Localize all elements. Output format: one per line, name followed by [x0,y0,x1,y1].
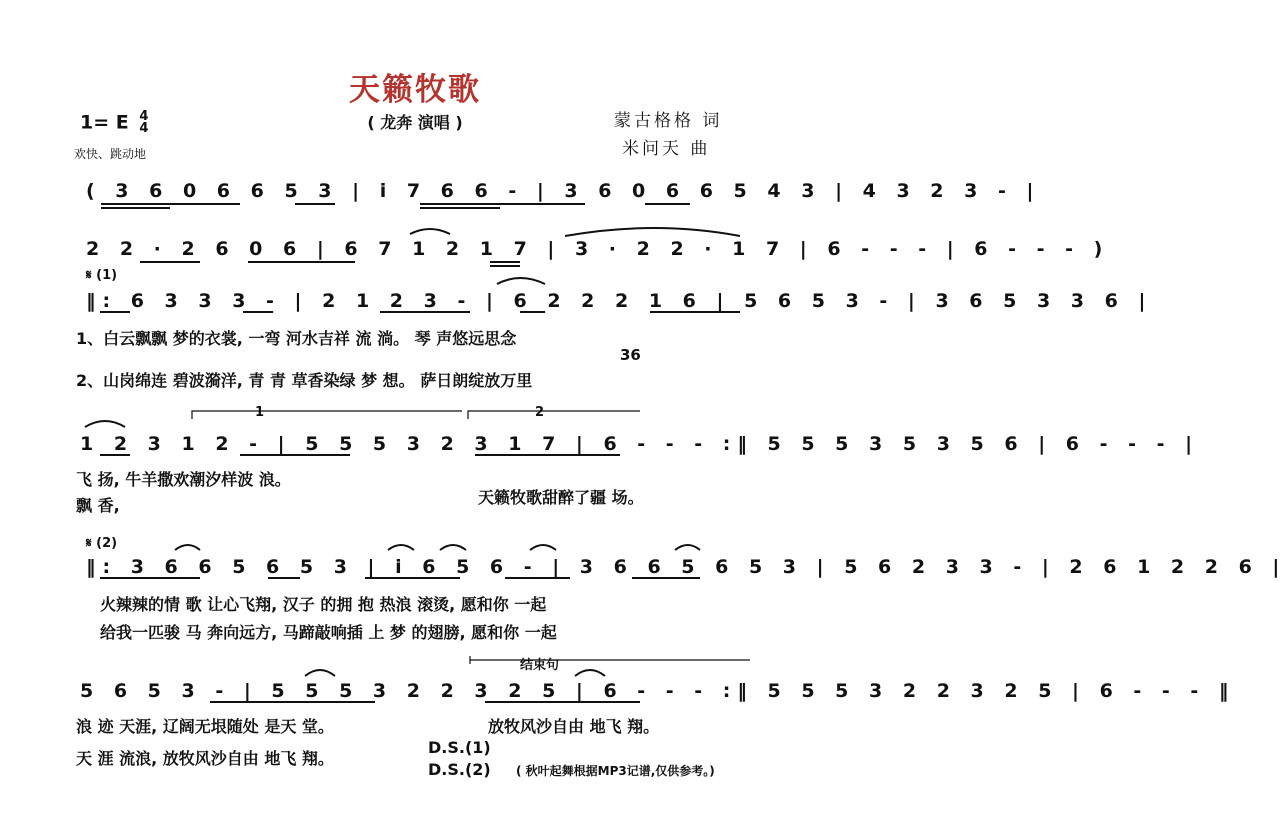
line-4-lyric-verse-2b: 天籁牧歌甜醉了疆 场。 [478,488,644,507]
volta-2-label: 2 [535,405,545,420]
line-3-lyric-verse-2: 2、山岗绵连 碧波漪洋, 青 青 草香染绿 梦 想。 萨日朗绽放万里 [76,371,533,390]
song-title: 天籁牧歌 [349,72,481,108]
segno-label-1: (1) [96,268,118,283]
score-line-3 [0,268,1153,396]
line-1-notes: ( 3 6 0 6 6 5 3 | i 7 6 6 - | 3 6 0 6 6 5 4 3 | 4 3 2 3 - | [86,180,1041,202]
tempo-marking: 欢快、跳动地 [74,147,147,161]
line-5-lyric-verse-1: 火辣辣的情 歌 让心飞翔, 汉子 的拥 抱 热浪 滚烫, 愿和你 一起 [100,595,547,614]
time-sig-top: 4 [139,109,149,124]
volta-1-label: 1 [255,405,265,420]
segno-label-2: (2) [96,536,118,551]
key-label: 1= E [80,111,129,134]
line-4-lyric-verse-1: 飞 扬, 牛羊撒欢潮汐样波 浪。 [76,470,291,489]
line-5-notes: ‖: 3 6 6 5 6 5 3 | i 6 5 6 - | 3 6 6 5 6 5 3 | 5 6 2 3 3 - | 2 6 1 2 2 6 | [86,556,1286,578]
transcription-note: ( 秋叶起舞根据MP3记谱,仅供参考。) [516,764,715,778]
line-6-lyric-verse-1a: 浪 迹 天涯, 辽阔无垠随处 是天 堂。 [76,717,334,736]
dal-segno-2: D.S.(2) [428,760,491,779]
line-5-lyric-verse-2: 给我一匹骏 马 奔向远方, 马蹄敲响插 上 梦 的翅膀, 愿和你 一起 [100,623,557,642]
line-3-alt-notes: 36 [620,346,641,364]
segno-mark-2: 𝄋 (2) [86,536,118,551]
line-6-notes: 5 6 5 3 - | 5 5 5 3 2 2 3 2 5 | 6 - - - :‖ 5 5 5 3 2 2 3 2 5 | 6 - - - ‖ [80,680,1236,702]
score-line-5 [0,536,1286,646]
key-signature [80,111,148,135]
line-6-lyric-verse-2: 天 涯 流浪, 放牧风沙自由 地飞 翔。 [76,749,334,768]
line-6-lyric-verse-1b: 放牧风沙自由 地飞 翔。 [488,717,660,736]
score-line-1 [0,170,1041,220]
line-2-notes: 2 2 · 2 6 0 6 | 6 7 1 2 1 7 | 3 · 2 2 · 1 7 | 6 - - - | 6 - - - ) [86,238,1110,260]
line-4-notes: 1 2 3 1 2 - | 5 5 5 3 2 3 1 7 | 6 - - - :‖ 5 5 5 3 5 3 5 6 | 6 - - - | [80,433,1200,455]
line-4-lyric-verse-2a: 飘 香, [76,496,120,515]
time-signature [139,111,148,135]
segno-mark-1: 𝄋 (1) [86,268,118,283]
time-sig-bottom: 4 [139,121,149,136]
line-3-notes: ‖: 6 3 3 3 - | 2 1 2 3 - | 6 2 2 2 1 6 | 5 6 5 3 - | 3 6 5 3 3 6 | [86,290,1153,312]
composer-credit: 米问天 曲 [622,139,711,159]
line-3-lyric-verse-1: 1、白云飘飘 梦的衣裳, 一弯 河水吉祥 流 淌。 琴 声悠远思念 [76,329,517,348]
score-line-4 [0,405,1200,515]
lyricist-credit: 蒙古格格 词 [614,111,723,131]
ending-label: 结束句 [520,658,560,673]
dal-segno-1: D.S.(1) [428,738,491,757]
performer: ( 龙奔 演唱 ) [367,113,463,132]
